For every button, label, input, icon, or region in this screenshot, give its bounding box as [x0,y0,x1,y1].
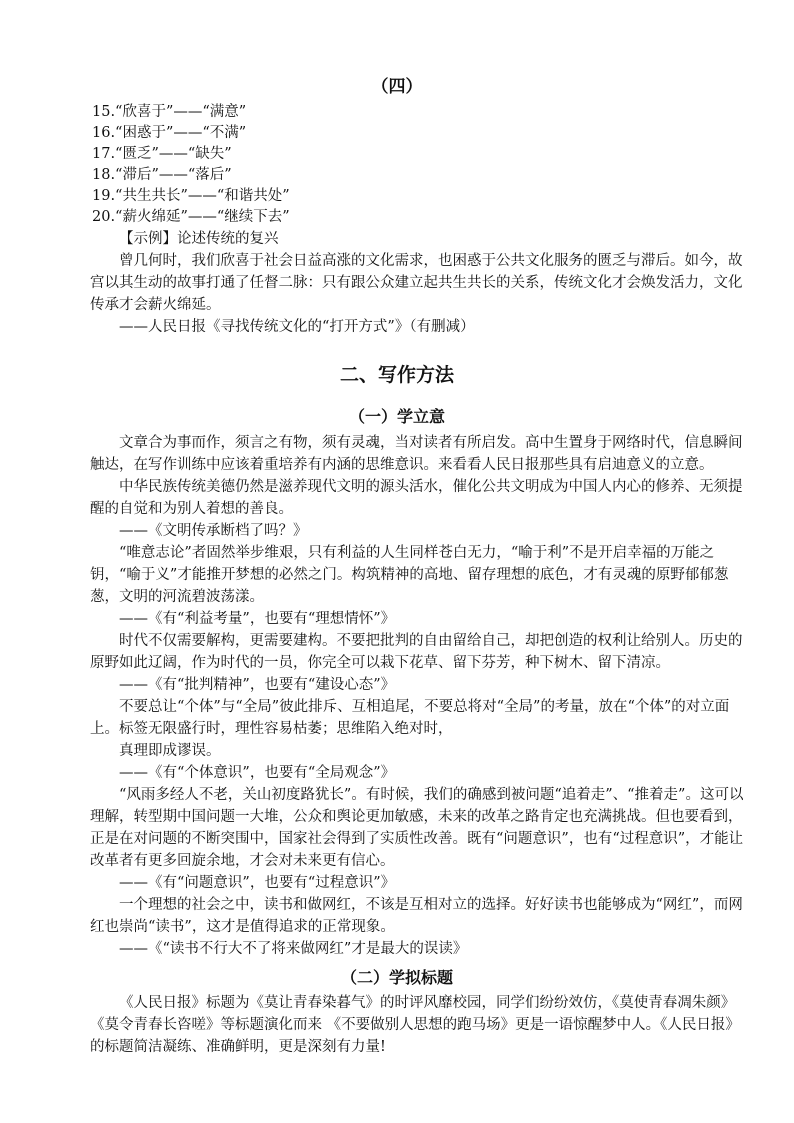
quote-paragraph: 一个理想的社会之中，读书和做网红，不该是互相对立的选择。好好读书也能够成为“网红”，而网红也崇尚“读书”，这才是值得追求的正常现象。 [90,897,743,935]
example-label: 【示例】 [119,231,177,247]
example-paragraph: 曾几何时，我们欣喜于社会日益高涨的文化需求，也困惑于公共文化服务的匮乏与滞后。如今，故宫以其生动的故事打通了任督二脉：只有跟公众建立起共生共长的关系，传统文化才会焕发活力，文化传承才会薪火绵延。 [90,253,743,313]
quote-paragraph: “唯意志论”者固然举步维艰，只有利益的人生同样苍白无力，“喻于利”不是开启幸福的万能之钥，“喻于义”才能推开梦想的必然之门。构筑精神的高地、留存理想的底色，才有灵魂的原野郁郁葱葱，文明的河流碧波荡漾。 [90,545,729,605]
subsection-title-2: （二）学拟标题 [340,968,453,987]
subsection-1-body [90,432,746,960]
list-item: 16.“困惑于”——“不满” [92,125,247,141]
list-item: 15.“欣喜于”——“满意” [92,104,247,120]
example-heading [90,228,746,250]
quote-paragraph-continued: 真理即成谬误。 [119,743,221,759]
subsection-title-1: （一）学立意 [348,407,445,426]
quote-source: ——《“读书不行大不了将来做网红”才是最大的误读》 [119,941,468,957]
list-item: 18.“滞后”——“落后” [92,167,232,183]
subsection-2-body [90,992,746,1058]
quote-paragraph: 不要总让“个体”与“全局”彼此排斥、互相追尾，不要总将对“全局”的考量，放在“个体”的对立面上。标签无限盛行时，理性容易枯萎；思维陷入绝对时， [90,699,730,737]
quote-paragraph: 时代不仅需要解构，更需要建构。不要把批判的自由留给自己，却把创造的权利让给别人。历史的原野如此辽阔，作为时代的一员，你完全可以栽下花草、留下芬芳，种下树木、留下清凉。 [90,633,743,671]
quote-paragraph: “风雨多经人不老，关山初度路犹长”。有时候，我们的确感到被问题“追着走”、“推着走”。这可以理解，转型期中国问题一大堆，公众和舆论更加敏感，未来的改革之路肯定也充满挑战。但也要看到，正是在对问题的不断突围中，国家社会得到了实质性改善。既有“问题意识”，也有“过程意识”，才能让改革者有更多回旋余地，才会对未来更有信心。 [90,787,744,869]
quote-source: ——《有“问题意识”，也要有“过程意识”》 [119,875,396,891]
subsection-2-paragraph: 《人民日报》标题为《莫让青春染暮气》的时评风靡校园，同学们纷纷效仿，《莫使青春凋朱颜》《莫令青春长咨嗟》等标题演化而来 《不要做别人思想的跑马场》更是一语惊醒梦中人。《人民日报》的标题简洁凝练、准确鲜明，更是深刻有力量! [90,995,740,1055]
list-item: 19.“共生共长”——“和谐共处” [92,188,290,204]
quote-source: ——《有“个体意识”，也要有“全局观念”》 [119,765,396,781]
quote-source: ——《文明传承断档了吗？》 [119,523,308,539]
example-title: 论述传统的复兴 [177,231,279,247]
section-title: 二、写作方法 [339,364,454,386]
subsection-1-intro: 文章合为事而作，须言之有物，须有灵魂，当对读者有所启发。高中生置身于网络时代，信息瞬间触达，在写作训练中应该着重培养有内涵的思维意识。来看看人民日报那些具有启迪意义的立意。 [90,435,743,473]
replacement-word-list [92,102,732,228]
list-item: 20.“薪火绵延”——“继续下去” [92,209,290,225]
example-block [90,228,746,338]
list-item: 17.“匮乏”——“缺失” [92,146,232,162]
quote-source: ——《有“批判精神”，也要有“建设心态”》 [119,677,396,693]
quote-source: ——《有“利益考量”，也要有“理想情怀”》 [119,611,396,627]
quote-paragraph: 中华民族传统美德仍然是滋养现代文明的源头活水，催化公共文明成为中国人内心的修养、无须提醒的自觉和为别人着想的善良。 [90,479,743,517]
example-source: ——人民日报《寻找传统文化的“打开方式”》（有删减） [119,319,475,335]
part-heading: （四） [371,77,423,97]
